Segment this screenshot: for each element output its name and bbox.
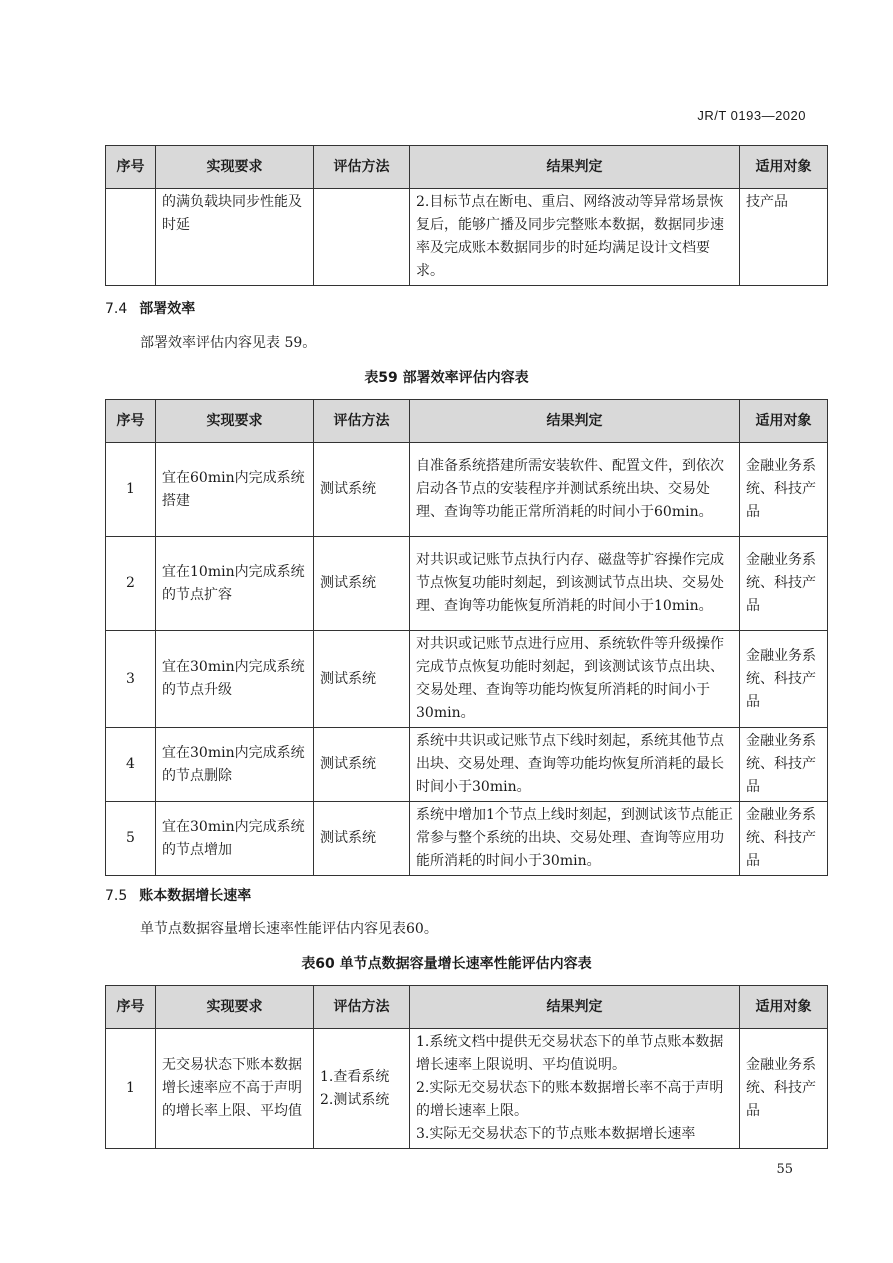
cell-no: 1 — [106, 1029, 156, 1149]
table-row — [106, 631, 828, 728]
col-header-result: 结果判定 — [410, 986, 740, 1029]
table-row — [106, 443, 828, 537]
cell-method: 测试系统 — [314, 728, 410, 802]
section-number: 7.5 — [105, 888, 128, 904]
method-item: 2.测试系统 — [320, 1091, 390, 1108]
col-header-result: 结果判定 — [410, 400, 740, 443]
cell-no: 1 — [106, 443, 156, 537]
table-header-row — [106, 146, 828, 189]
section-intro-7-4: 部署效率评估内容见表 59。 — [140, 335, 317, 351]
page-number: 55 — [776, 1162, 793, 1177]
table-row — [106, 802, 828, 876]
section-title: 部署效率 — [139, 301, 196, 317]
cell-target: 金融业务系统、科技产品 — [740, 631, 828, 728]
cell-no: 5 — [106, 802, 156, 876]
cell-target: 金融业务系统、科技产品 — [740, 1029, 828, 1149]
document-code: JR/T 0193—2020 — [697, 108, 806, 123]
result-item: 2.实际无交易状态下的账本数据增长率不高于声明的增长速率上限。 — [416, 1080, 724, 1119]
col-header-method: 评估方法 — [314, 986, 410, 1029]
col-header-method: 评估方法 — [314, 146, 410, 189]
cell-requirement: 宜在60min内完成系统搭建 — [156, 443, 314, 537]
cell-result: 自准备系统搭建所需安装软件、配置文件，到依次启动各节点的安装程序并测试系统出块、交易处理、查询等功能正常所消耗的时间小于60min。 — [410, 443, 740, 537]
cell-requirement: 宜在30min内完成系统的节点删除 — [156, 728, 314, 802]
cell-requirement: 的满负载块同步性能及时延 — [156, 189, 314, 286]
section-heading-7-5 — [105, 885, 251, 905]
cell-result: 2.目标节点在断电、重启、网络波动等异常场景恢复后，能够广播及同步完整账本数据，数据同步速率及完成账本数据同步的时延均满足设计文档要求。 — [410, 189, 740, 286]
cell-method: 测试系统 — [314, 443, 410, 537]
col-header-target: 适用对象 — [740, 400, 828, 443]
cell-requirement: 宜在30min内完成系统的节点升级 — [156, 631, 314, 728]
table-header-row — [106, 986, 828, 1029]
cell-no — [106, 189, 156, 286]
col-header-no: 序号 — [106, 400, 156, 443]
col-header-requirement: 实现要求 — [156, 146, 314, 189]
col-header-requirement: 实现要求 — [156, 986, 314, 1029]
cell-result: 系统中增加1个节点上线时刻起，到测试该节点能正常参与整个系统的出块、交易处理、查询等应用功能所消耗的时间小于30min。 — [410, 802, 740, 876]
cell-requirement: 无交易状态下账本数据增长速率应不高于声明的增长率上限、平均值 — [156, 1029, 314, 1149]
col-header-result: 结果判定 — [410, 146, 740, 189]
cell-target: 金融业务系统、科技产品 — [740, 537, 828, 631]
cell-method: 测试系统 — [314, 537, 410, 631]
table-row — [106, 189, 828, 286]
table-continuation — [105, 145, 828, 286]
table-header-row — [106, 400, 828, 443]
col-header-method: 评估方法 — [314, 400, 410, 443]
col-header-requirement: 实现要求 — [156, 400, 314, 443]
cell-requirement: 宜在30min内完成系统的节点增加 — [156, 802, 314, 876]
cell-method — [314, 1029, 410, 1149]
col-header-no: 序号 — [106, 986, 156, 1029]
cell-result: 对共识或记账节点进行应用、系统软件等升级操作完成节点恢复功能时刻起，到该测试该节点出块、交易处理、查询等功能均恢复所消耗的时间小于30min。 — [410, 631, 740, 728]
col-header-target: 适用对象 — [740, 986, 828, 1029]
cell-method: 测试系统 — [314, 802, 410, 876]
result-item: 3.实际无交易状态下的节点账本数据增长速率 — [416, 1126, 696, 1142]
cell-no: 2 — [106, 537, 156, 631]
cell-method: 测试系统 — [314, 631, 410, 728]
table-row — [106, 537, 828, 631]
table60-caption: 表60 单节点数据容量增长速率性能评估内容表 — [301, 956, 592, 972]
result-item: 1.系统文档中提供无交易状态下的单节点账本数据增长速率上限说明、平均值说明。 — [416, 1034, 724, 1073]
cell-no: 4 — [106, 728, 156, 802]
cell-result: 系统中共识或记账节点下线时刻起，系统其他节点出块、交易处理、查询等功能均恢复所消耗的最长时间小于30min。 — [410, 728, 740, 802]
cell-target: 金融业务系统、科技产品 — [740, 728, 828, 802]
section-title: 账本数据增长速率 — [139, 888, 252, 904]
cell-requirement: 宜在10min内完成系统的节点扩容 — [156, 537, 314, 631]
table-row — [106, 728, 828, 802]
cell-target: 金融业务系统、科技产品 — [740, 802, 828, 876]
section-number: 7.4 — [105, 301, 128, 317]
table-row — [106, 1029, 828, 1149]
table59 — [105, 399, 828, 876]
cell-target: 技产品 — [740, 189, 828, 286]
cell-result — [410, 1029, 740, 1149]
table59-caption: 表59 部署效率评估内容表 — [364, 370, 529, 386]
cell-target: 金融业务系统、科技产品 — [740, 443, 828, 537]
cell-no: 3 — [106, 631, 156, 728]
method-item: 1.查看系统 — [320, 1068, 390, 1085]
table60 — [105, 985, 828, 1149]
section-heading-7-4 — [105, 298, 195, 318]
section-intro-7-5: 单节点数据容量增长速率性能评估内容见表60。 — [140, 921, 438, 937]
col-header-target: 适用对象 — [740, 146, 828, 189]
cell-result: 对共识或记账节点执行内存、磁盘等扩容操作完成节点恢复功能时刻起，到该测试节点出块、交易处理、查询等功能恢复所消耗的时间小于10min。 — [410, 537, 740, 631]
cell-method — [314, 189, 410, 286]
col-header-no: 序号 — [106, 146, 156, 189]
